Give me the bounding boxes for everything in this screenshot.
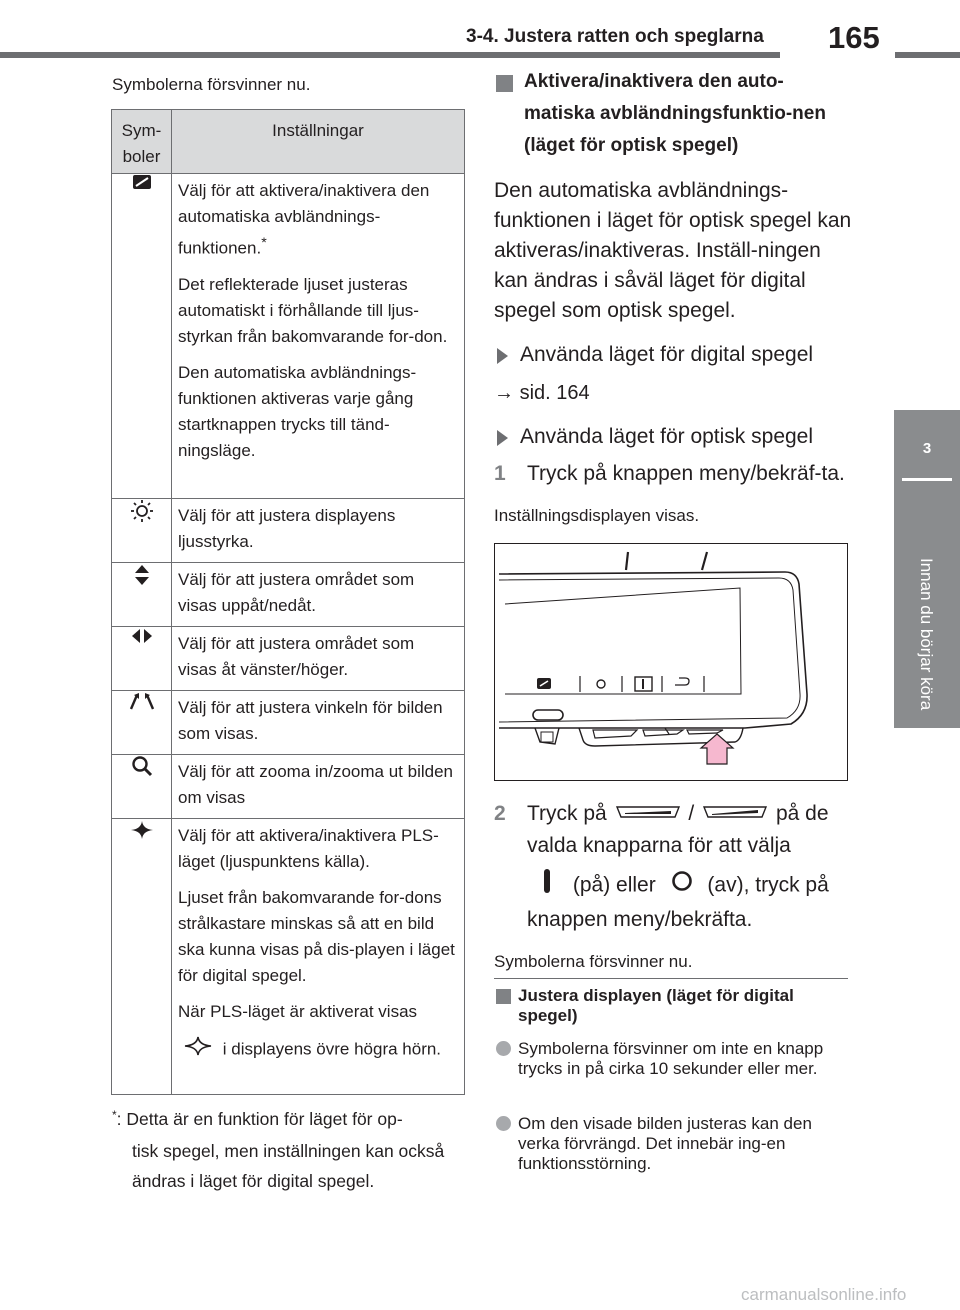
triangle-bullet-icon (497, 348, 508, 364)
row-text: Välj för att justera displayens ljusstyrka. (178, 506, 396, 551)
row-text: Välj för att justera området som visas uppåt/nedåt. (178, 570, 415, 615)
table-row (112, 174, 465, 499)
section-divider (494, 978, 848, 979)
arrow-right-icon: → (494, 382, 514, 404)
page-reference-text: sid. 164 (519, 382, 590, 404)
section-heading (494, 66, 854, 162)
step-1 (494, 458, 854, 490)
row-text: Välj för att justera området som visas åt vänster/höger. (178, 634, 415, 679)
note-item (496, 1039, 851, 1079)
zoom-icon (112, 755, 171, 777)
row-text: När PLS-läget är aktiverat visas (178, 1002, 418, 1021)
description-cell (172, 499, 465, 563)
symbol-cell (112, 563, 172, 627)
pls-icon (112, 819, 171, 841)
step-text: Tryck på (527, 802, 607, 825)
circle-bullet-icon (496, 1116, 511, 1131)
optical-mode-text: Använda läget för optisk spegel (520, 425, 814, 448)
heading-text: Aktivera/inaktivera den auto-matiska avbländningsfunktio-nen (läget för optisk spegel) (524, 71, 826, 156)
square-bullet-icon (496, 75, 513, 92)
optical-mode-item (494, 422, 854, 452)
description-cell (172, 819, 465, 1095)
row-text: Det reflekterade ljuset justeras automatiskt i förhållande till ljus-styrkan från bakomvarande for-don. (178, 274, 448, 346)
left-button-icon (615, 798, 681, 830)
triangle-bullet-icon (497, 430, 508, 446)
intro-text: Symbolerna försvinner nu. (112, 75, 311, 94)
footnote-rest: tisk spegel, men inställningen kan också ändras i läget för digital spegel. (132, 1141, 445, 1191)
symbol-cell (112, 691, 172, 755)
chapter-tab (894, 410, 960, 728)
sub-heading (496, 986, 851, 1026)
digital-mode-item (494, 340, 854, 370)
row-text: Välj för att aktivera/inaktivera PLS-läget (ljuspunktens källa). (178, 826, 439, 871)
off-toggle-icon (662, 869, 702, 903)
table-row (112, 691, 465, 755)
symbol-cell (112, 174, 172, 499)
pls-active-icon (178, 1035, 218, 1065)
symbol-cell (112, 627, 172, 691)
right-column (494, 66, 854, 526)
table-row (112, 499, 465, 563)
footnote-line1: : Detta är en funktion för läget för op- (116, 1109, 403, 1129)
header-settings-text: Inställningar (272, 121, 364, 140)
table-header-settings (172, 110, 465, 174)
right-column-lower (494, 792, 854, 972)
settings-table (111, 109, 465, 1095)
step-2 (494, 798, 854, 936)
off-label: (av), tryck på knappen meny/bekräfta. (527, 874, 829, 932)
description-cell (172, 691, 465, 755)
table-row (112, 819, 465, 1095)
note-item (496, 1114, 851, 1174)
note-text: Om den visade bilden justeras kan den verka förvrängd. Det innebär ing-en funktionsstörning. (518, 1114, 812, 1173)
step-number: 1 (494, 462, 506, 485)
step-caption: Inställningsdisplayen visas. (494, 506, 700, 525)
step-text: Tryck på knappen meny/bekräf-ta. (527, 462, 845, 485)
sub-heading-text: Justera displayen (läget för digital spegel) (518, 986, 794, 1025)
row-text: Välj för att aktivera/inaktivera den automatiska avbländnings-funktionen. (178, 181, 430, 258)
row-text: Ljuset från bakomvarande for-dons strålkastare minskas så att en bild ska kunna visas på dis-playen i läget för digital spegel. (178, 888, 455, 985)
left-right-icon (112, 627, 171, 645)
symbol-cell (112, 819, 172, 1095)
footnote (112, 1104, 472, 1196)
auto-dimming-icon (112, 174, 171, 190)
description-cell (172, 174, 465, 499)
square-bullet-icon (496, 989, 511, 1004)
digital-mode-text: Använda läget för digital spegel (520, 343, 814, 366)
chapter-label: Innan du börjar köra (917, 558, 936, 711)
table-row (112, 563, 465, 627)
row-text: Den automatiska avbländnings-funktionen aktiveras varje gång startknappen trycks till tänd-ningsläge. (178, 362, 417, 460)
step-caption: Symbolerna försvinner nu. (494, 952, 693, 972)
row-text: i displayens övre högra hörn. (222, 1039, 442, 1059)
description-cell (172, 755, 465, 819)
on-label: (på) eller (572, 874, 656, 897)
step-slash: / (688, 802, 695, 825)
step-text: på de valda knapparna för att välja (527, 802, 829, 858)
up-down-icon (112, 563, 171, 587)
page-number: 165 (828, 20, 880, 55)
row-text: Välj för att zooma in/zooma ut bilden om visas (178, 762, 453, 807)
footnote-star: * (112, 1108, 117, 1122)
body-paragraph: Den automatiska avbländnings-funktionen i läget för optisk spegel kan aktiveras/inaktiveras. Inställ-ningen kan ändras i såväl läget för digital spegel som optisk spegel. (494, 179, 852, 322)
mirror-illustration (494, 543, 848, 781)
tilt-angle-icon (112, 691, 171, 711)
note-text: Symbolerna försvinner om inte en knapp trycks in på cirka 10 sekunder eller mer. (518, 1039, 824, 1078)
table-header-symbols (112, 110, 172, 174)
description-cell (172, 627, 465, 691)
page-reference[interactable] (494, 378, 854, 408)
brightness-icon (112, 499, 171, 523)
section-title: 3-4. Justera ratten och speglarna (466, 26, 764, 47)
table-row (112, 755, 465, 819)
chapter-number: 3 (922, 440, 932, 457)
symbol-cell (112, 499, 172, 563)
chapter-tab-divider (902, 478, 952, 481)
symbol-cell (112, 755, 172, 819)
step-number: 2 (494, 802, 506, 825)
row-text: Välj för att justera vinkeln för bilden som visas. (178, 698, 443, 743)
description-cell (172, 563, 465, 627)
table-row (112, 627, 465, 691)
watermark: carmanualsonline.info (741, 1285, 907, 1304)
header-symbols-text: Sym- boler (121, 121, 162, 166)
right-button-icon (702, 798, 768, 830)
circle-bullet-icon (496, 1041, 511, 1056)
footnote-marker: * (261, 235, 267, 251)
on-toggle-icon (527, 868, 567, 904)
